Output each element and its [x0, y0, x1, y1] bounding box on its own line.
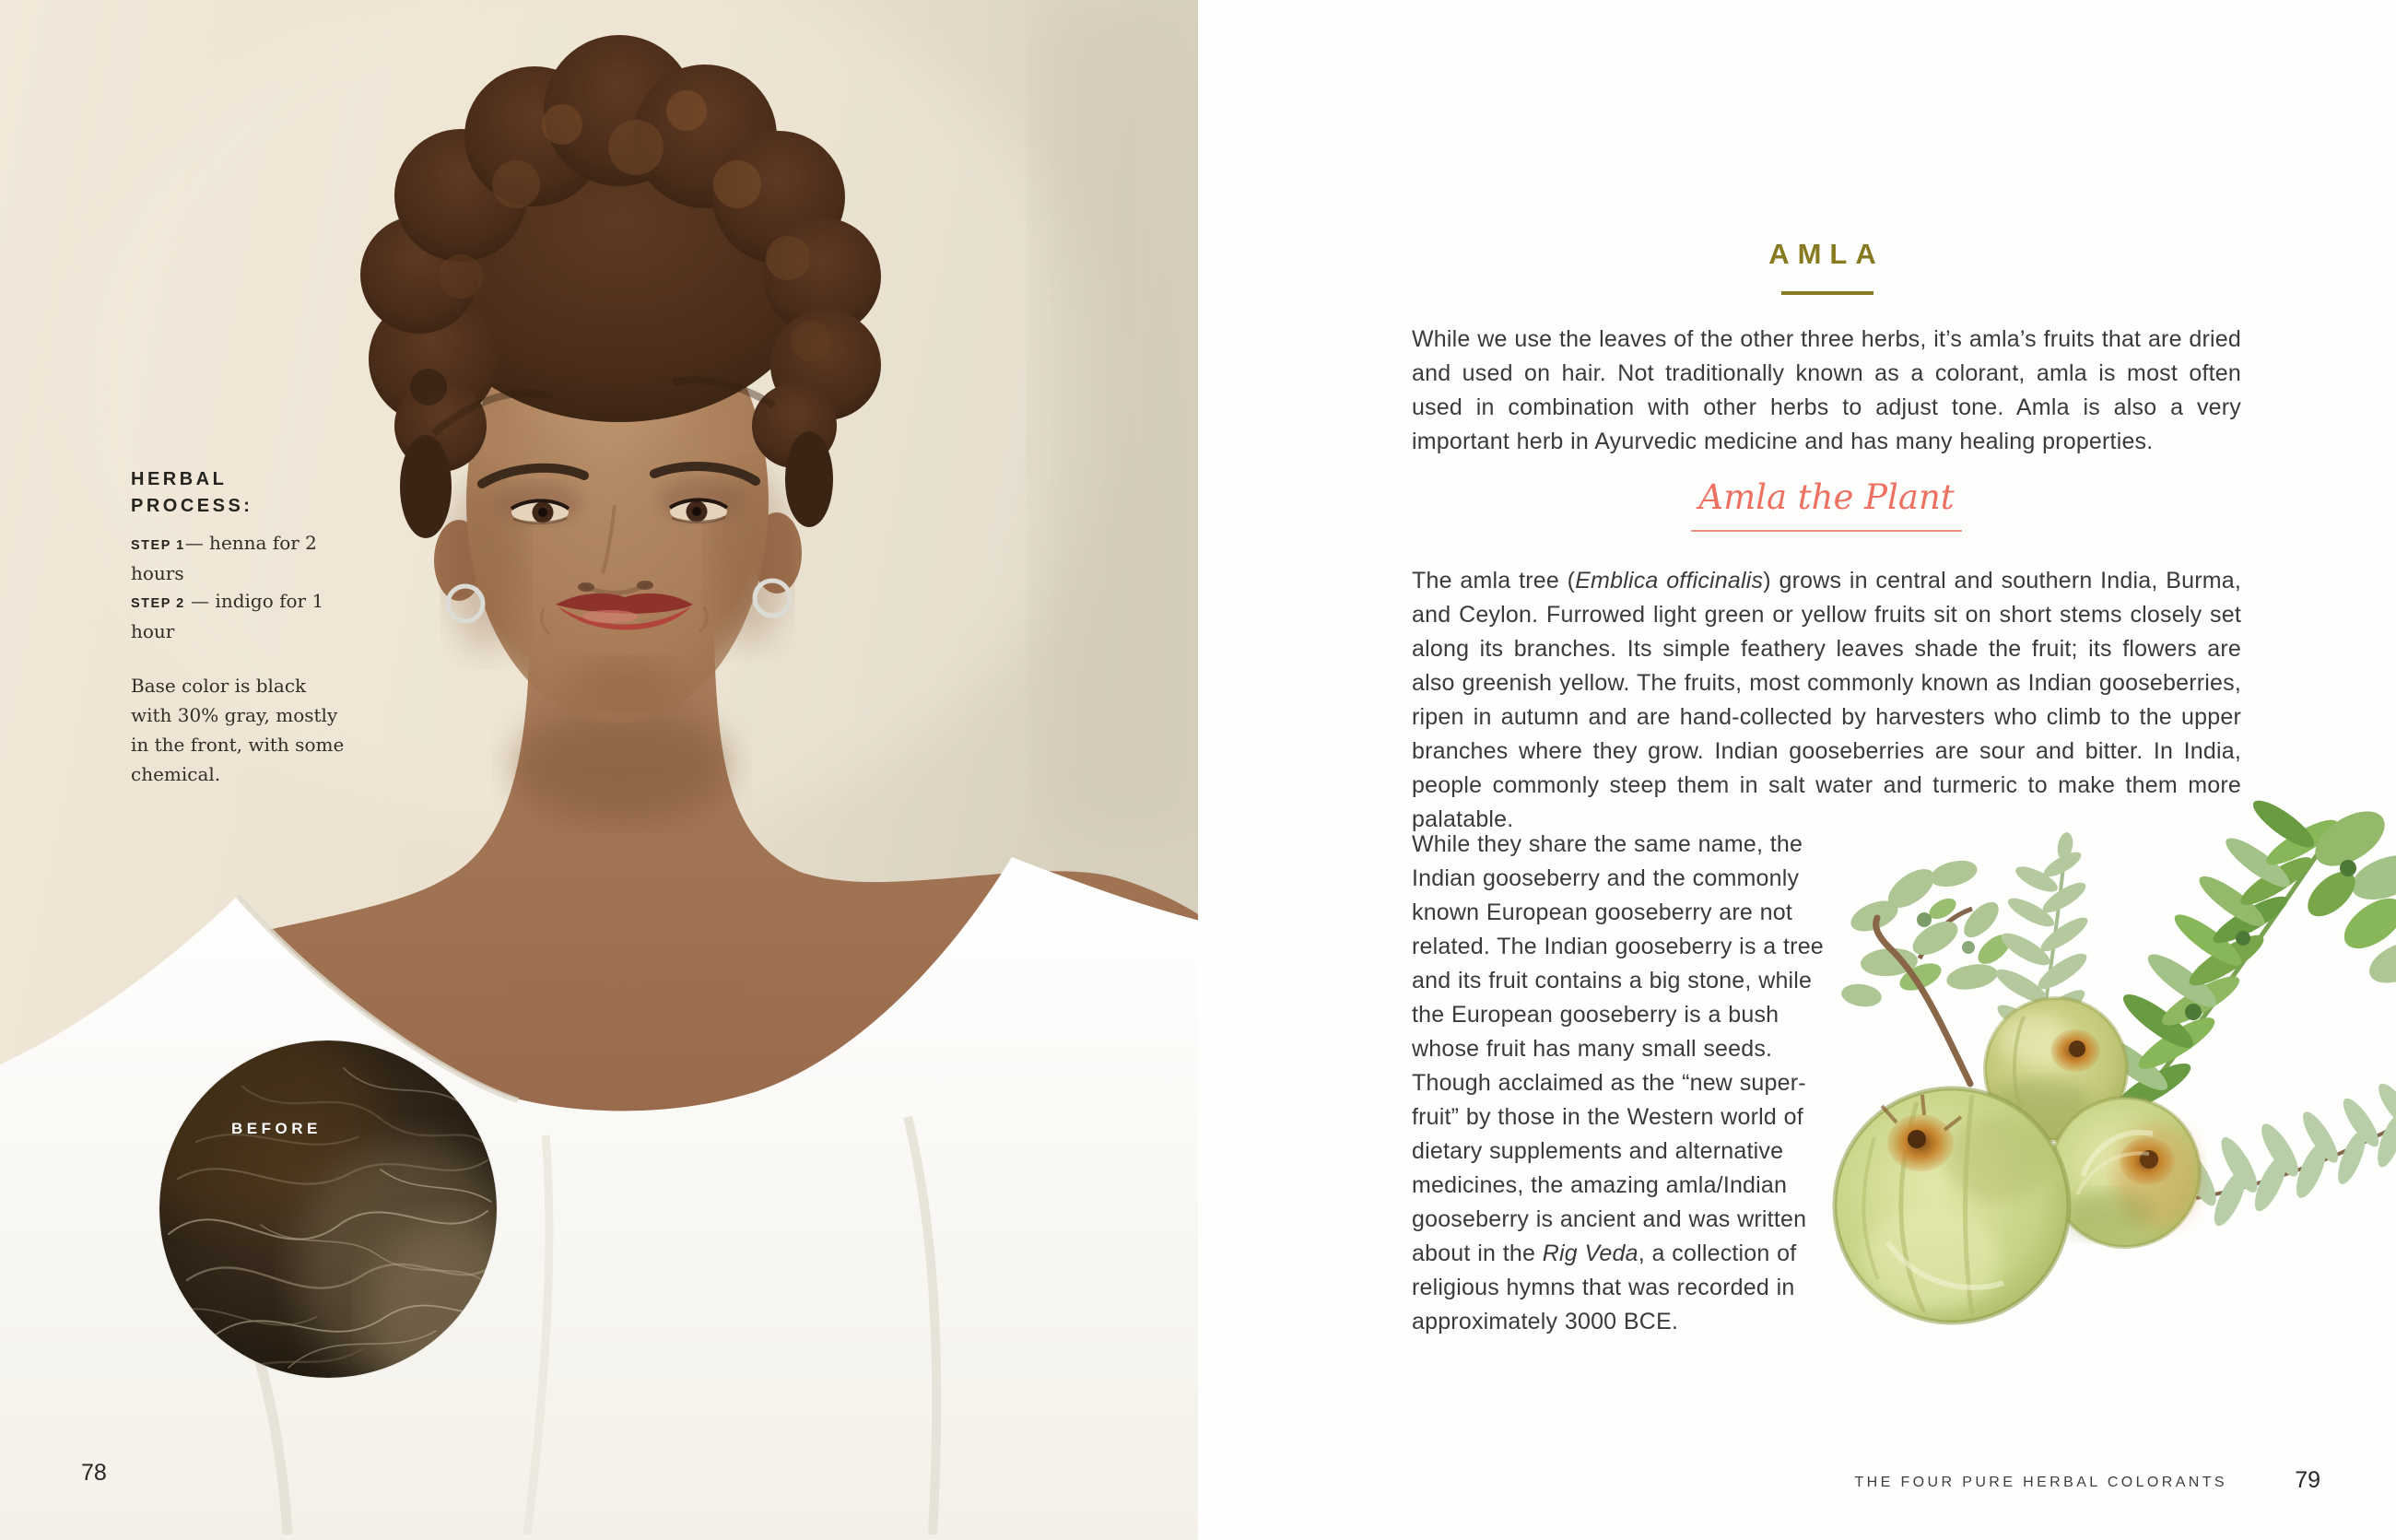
plant-paragraph — [1412, 564, 2241, 837]
page-number-right: 79 — [2295, 1467, 2320, 1493]
intro-paragraph: While we use the leaves of the other three herbs, it’s amla’s fruits that are dried and used on hair. Not traditionally known as a colorant, amla is most often used in combination with other herbs to adjust tone. Amla is also a very important herb in Ayurvedic medicine and has many healing properties. — [1412, 326, 2241, 454]
herbal-process-note — [131, 466, 352, 789]
process-step-1 — [131, 529, 352, 587]
amla-watercolor-illustration — [1832, 809, 2396, 1419]
gooseberry-paragraph — [1412, 828, 1849, 1339]
plant-text-pre: The amla tree ( — [1412, 568, 1576, 594]
title-underline — [1781, 291, 1873, 295]
herbal-process-heading — [131, 466, 352, 520]
step-2-text: — indigo for 1 hour — [131, 590, 324, 642]
section-heading — [1412, 477, 2241, 532]
page-number-left: 78 — [81, 1460, 107, 1486]
chapter-title: AMLA — [1768, 238, 1885, 270]
process-step-2 — [131, 587, 352, 645]
rig-veda-title: Rig Veda — [1542, 1240, 1638, 1266]
running-head: THE FOUR PURE HERBAL COLORANTS — [1854, 1475, 2227, 1490]
heading-line: HERBAL — [131, 469, 228, 489]
heading-line: PROCESS: — [131, 496, 253, 516]
step-2-label: STEP 2 — [131, 596, 185, 611]
species-name: Emblica officinalis — [1575, 568, 1764, 594]
base-color-note: Base color is black with 30% gray, mostly in the front, with some chemical. — [131, 675, 345, 785]
section-heading-text: Amla the Plant — [1691, 477, 1961, 532]
step-1-label: STEP 1 — [131, 538, 185, 553]
amla-fruits — [1835, 998, 2200, 1323]
gooseberry-text-pre: While they share the same name, the Indian gooseberry and the commonly known European gooseberry are not related. The Indian gooseberry is a tree and its fruit contains a big stone, while the European gooseberry is a bush whose fruit has many small seeds. Though acclaimed as the “new super-fruit” by those in the Western world of dietary supplements and alternative medicines, the amazing amla/Indian gooseberry is ancient and was written about in the — [1412, 831, 1824, 1266]
plant-text-post: ) grows in central and southern India, Burma, and Ceylon. Furrowed light green or yellow fruits sit on short stems closely set along its branches. Its simple feathery leaves shade the fruit; its flowers are also greenish yellow. The fruits, most commonly known as Indian gooseberries, ripen in autumn and are hand-collected by harvesters who climb to the upper branches where they grow. Indian gooseberries are sour and bitter. In India, people commonly steep them in salt water and turmeric to make them more palatable. — [1412, 568, 2241, 832]
step-1-text: — henna for 2 hours — [131, 532, 317, 584]
before-label: BEFORE — [231, 1120, 322, 1137]
before-hair-texture — [159, 1040, 497, 1378]
before-hair-swatch — [159, 1040, 497, 1378]
right-page — [1198, 0, 2396, 1540]
gooseberry-text-post: , a collection of religious hymns that was recorded in approximately 3000 BCE. — [1412, 1240, 1797, 1334]
